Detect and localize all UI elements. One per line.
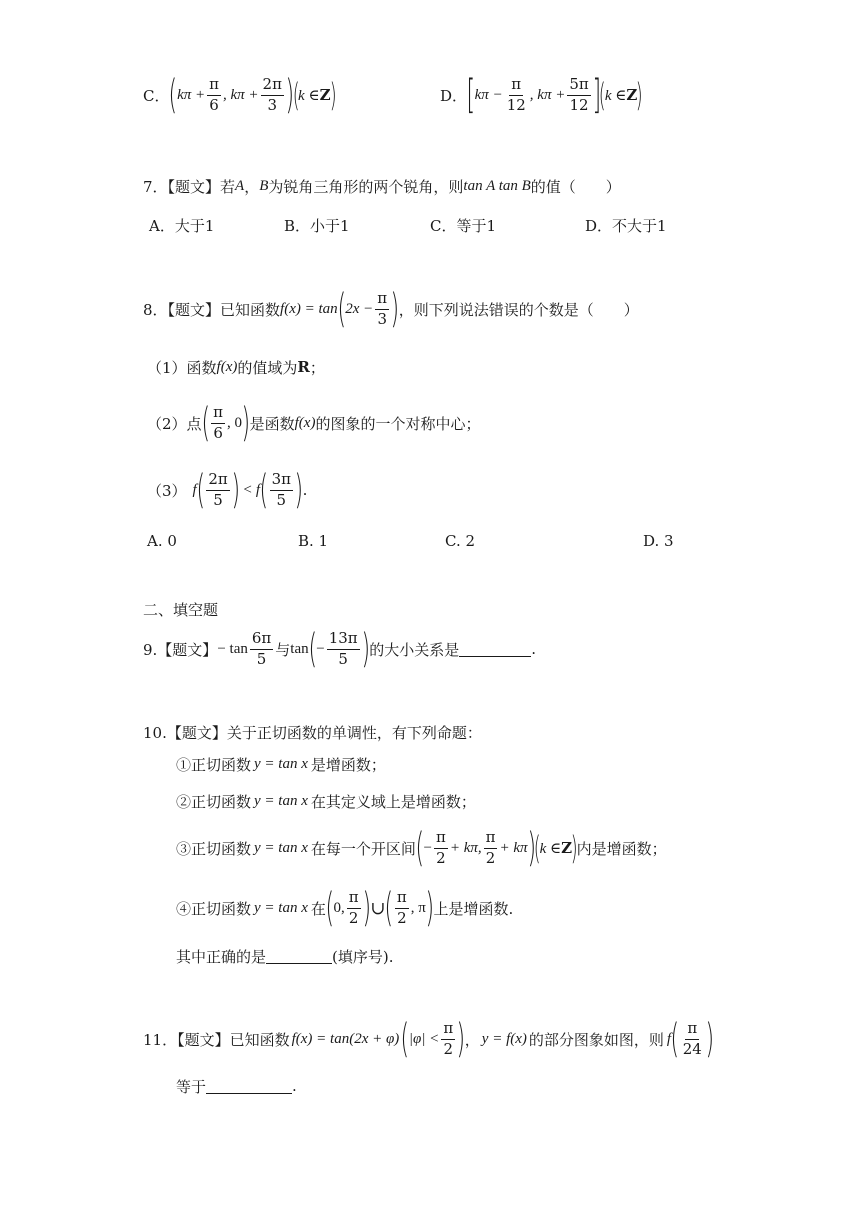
punct: . (292, 1077, 297, 1095)
open-paren: ( (599, 76, 607, 114)
open-paren: ( (533, 829, 541, 867)
fraction (505, 74, 528, 114)
punct: ， (464, 1030, 480, 1049)
open-paren: ( (292, 76, 300, 114)
union-symbol: ∪ (370, 897, 386, 918)
statement-text: 的值域为 (237, 358, 298, 377)
q11-stem (143, 1016, 713, 1062)
option-text: D. 3 (643, 532, 674, 550)
answer-blank[interactable] (206, 1079, 292, 1094)
open-paren: ( (400, 1016, 410, 1062)
option-text: C．等于1 (430, 216, 497, 235)
fraction (434, 827, 448, 867)
frac-den: 5 (213, 490, 223, 509)
math-expr: y = tan x (254, 755, 308, 772)
statement-text: 在每一个开区间 (310, 839, 416, 858)
close-paren: ) (231, 467, 240, 513)
close-paren: ) (294, 467, 304, 513)
math-text: , π (410, 899, 426, 916)
math-text: + kπ (499, 839, 528, 856)
frac-den: 2 (348, 908, 359, 927)
statement-text: 其中正确的是 (176, 947, 267, 966)
math-text: + kπ, (449, 839, 482, 856)
fraction (567, 74, 590, 114)
question-text: 的值（ ） (530, 177, 621, 196)
math-expr: y = tan x (254, 792, 308, 809)
math-expr: tan A tan B (463, 177, 531, 194)
punct: ； (309, 358, 325, 377)
open-paren: ( (325, 885, 334, 931)
math-text: − (316, 640, 325, 657)
q10-proposition-1 (176, 752, 386, 776)
close-bracket: ] (592, 72, 601, 118)
open-paren: ( (168, 72, 178, 118)
open-paren: ( (384, 885, 394, 931)
q6-option-d[interactable] (440, 72, 642, 118)
q10-proposition-3 (176, 825, 667, 871)
close-paren: ) (285, 72, 295, 118)
statement-text: （1）函数 (147, 358, 217, 377)
open-paren: ( (201, 400, 210, 446)
math-expr: f(x) = tan(2x + φ) (291, 1030, 400, 1047)
math-var: f (192, 481, 197, 498)
frac-num: 6π (250, 631, 273, 650)
integers-symbol: Z (319, 86, 331, 104)
math-text: , kπ + (529, 86, 566, 103)
frac-den: 12 (506, 95, 526, 114)
frac-num: 3π (270, 472, 293, 491)
frac-num: π (211, 405, 225, 424)
math-expr: f(x) (294, 414, 316, 431)
fraction (211, 402, 225, 442)
answer-blank[interactable] (459, 642, 531, 657)
punct: ， (244, 177, 260, 196)
q8-statement-3 (147, 467, 307, 513)
frac-num: 2π (261, 77, 284, 96)
close-paren: ) (636, 76, 643, 114)
option-label: C． (143, 86, 170, 105)
integers-symbol: Z (561, 839, 573, 857)
close-paren: ) (390, 286, 400, 332)
math-expr: f(x) = tan (280, 300, 338, 317)
close-paren: ) (361, 626, 370, 672)
close-paren: ) (705, 1016, 714, 1062)
frac-num: 2π (206, 472, 229, 491)
frac-den: 3 (377, 309, 387, 328)
frac-den: 6 (213, 423, 223, 442)
math-text: − tan (217, 640, 248, 657)
option-text: C. 2 (445, 532, 476, 550)
close-paren: ) (362, 885, 371, 931)
statement-text: ③正切函数 (176, 839, 252, 858)
frac-num: π (207, 77, 221, 96)
math-text: k ∈ (604, 87, 627, 104)
frac-num: π (434, 830, 448, 849)
math-text: < (243, 481, 252, 498)
q8-stem (143, 286, 639, 332)
frac-den: 2 (397, 908, 407, 927)
frac-num: π (685, 1021, 699, 1040)
math-expr: y = tan x (254, 899, 308, 916)
frac-num: 13π (327, 631, 360, 650)
statement-text: ②正切函数 (176, 792, 252, 811)
math-text: , 0 (227, 414, 243, 431)
question-text: 10.【题文】关于正切函数的单调性，有下列命题： (143, 723, 482, 742)
open-paren: ( (415, 825, 424, 871)
frac-num: π (347, 890, 361, 909)
close-paren: ) (241, 400, 251, 446)
statement-text: 是函数 (249, 414, 295, 433)
q7-stem (143, 174, 621, 198)
math-expr: y = tan x (254, 839, 308, 856)
statement-text: (填序号). (332, 947, 394, 966)
q8-option-a[interactable] (147, 529, 177, 553)
question-text: 与 (275, 640, 291, 659)
math-text: kπ − (474, 86, 503, 103)
fraction (375, 288, 389, 328)
frac-den: 5 (338, 649, 348, 668)
punct: . (302, 481, 308, 499)
close-paren: ) (527, 825, 536, 871)
frac-den: 2 (436, 848, 446, 867)
fraction (395, 887, 409, 927)
frac-den: 3 (267, 95, 278, 114)
math-text: , kπ + (223, 86, 259, 103)
frac-num: π (441, 1021, 455, 1040)
statement-text: （3） (147, 481, 187, 500)
frac-den: 12 (569, 95, 589, 114)
fraction (270, 469, 293, 509)
frac-den: 2 (485, 848, 496, 867)
question-text: 的部分图象如图，则 (528, 1030, 664, 1049)
open-paren: ( (196, 467, 205, 513)
math-text: 0, (333, 899, 345, 916)
math-text: kπ + (177, 86, 206, 103)
q7-option-c[interactable] (430, 213, 496, 237)
math-expr: f(x) (216, 358, 238, 375)
open-paren: ( (670, 1016, 680, 1062)
math-text: tan (290, 640, 309, 657)
fraction (681, 1018, 704, 1058)
option-text: A．大于1 (149, 216, 215, 235)
math-var: A (235, 177, 245, 194)
question-text: 等于 (176, 1077, 207, 1096)
section-title: 二、填空题 (143, 600, 219, 619)
close-paren: ) (329, 76, 337, 114)
statement-text: 在 (310, 899, 326, 918)
reals-symbol: R (297, 358, 310, 376)
fraction (206, 469, 229, 509)
q8-statement-1 (147, 355, 325, 379)
question-text: 为锐角三角形的两个锐角，则 (268, 177, 464, 196)
math-expr: y = f(x) (481, 1030, 527, 1047)
q10-answer-line (176, 944, 394, 968)
frac-den: 2 (443, 1039, 454, 1058)
math-text: k ∈ (539, 840, 562, 857)
q10-proposition-4 (176, 885, 513, 931)
option-label: D． (440, 86, 468, 105)
statement-text: （2）点 (147, 414, 202, 433)
question-text: 11．【题文】已知函数 (143, 1030, 290, 1049)
frac-num: π (509, 77, 523, 96)
statement-text: 在其定义域上是增函数； (310, 792, 476, 811)
close-paren: ) (425, 885, 434, 931)
open-paren: ( (337, 286, 346, 332)
q8-statement-2 (147, 400, 480, 446)
option-text: D．不大于1 (585, 216, 667, 235)
q10-proposition-2 (176, 789, 476, 813)
punct: . (531, 640, 537, 658)
frac-den: 24 (682, 1039, 702, 1058)
statement-text: 是增函数； (310, 755, 386, 774)
close-paren: ) (570, 829, 578, 867)
frac-num: 5π (567, 77, 590, 96)
statement-text: 上是增函数. (433, 899, 514, 918)
open-paren: ( (259, 467, 269, 513)
question-text: 的大小关系是 (369, 640, 460, 659)
option-text: B．小于1 (284, 216, 350, 235)
statement-text: 的图象的一个对称中心； (315, 414, 481, 433)
option-text: A. 0 (147, 532, 177, 550)
frac-den: 5 (276, 490, 287, 509)
fraction (484, 827, 498, 867)
integers-symbol: Z (626, 86, 638, 104)
fraction (441, 1018, 455, 1058)
statement-text: ①正切函数 (176, 755, 252, 774)
math-text: |φ| < (408, 1030, 440, 1047)
q7-option-b[interactable] (284, 213, 350, 237)
q8-option-d[interactable] (643, 529, 674, 553)
answer-blank[interactable] (266, 949, 332, 964)
fraction (327, 628, 360, 668)
math-var: f (666, 1030, 672, 1047)
fraction (261, 74, 284, 114)
section-heading (143, 597, 218, 621)
q6-option-c[interactable] (143, 72, 335, 118)
statement-text: ④正切函数 (176, 899, 252, 918)
fraction (347, 887, 361, 927)
q7-option-d[interactable] (585, 213, 667, 237)
fraction (207, 74, 221, 114)
question-text: 7．【题文】若 (143, 177, 236, 196)
open-bracket: [ (466, 72, 476, 118)
q8-option-b[interactable] (298, 529, 328, 553)
q11-answer-line (176, 1074, 297, 1098)
question-text: ，则下列说法错误的个数是（ ） (398, 300, 639, 319)
frac-den: 6 (209, 95, 219, 114)
q9-stem (143, 626, 536, 672)
question-text: 9.【题文】 (143, 640, 218, 659)
q7-option-a[interactable] (149, 213, 214, 237)
statement-text: 内是增函数； (576, 839, 667, 858)
q10-stem (143, 720, 482, 744)
open-paren: ( (308, 626, 317, 672)
frac-num: π (395, 890, 409, 909)
frac-den: 5 (256, 649, 267, 668)
fraction (250, 628, 273, 668)
math-var: B (259, 177, 269, 194)
close-paren: ) (456, 1016, 466, 1062)
math-text: − (423, 839, 432, 856)
option-text: B. 1 (298, 532, 329, 550)
q8-option-c[interactable] (445, 529, 475, 553)
frac-num: π (484, 830, 498, 849)
math-text: k ∈ (298, 87, 320, 104)
math-var: f (255, 481, 260, 498)
math-text: 2x − (345, 300, 374, 317)
frac-num: π (375, 291, 389, 310)
question-text: 8．【题文】已知函数 (143, 300, 281, 319)
